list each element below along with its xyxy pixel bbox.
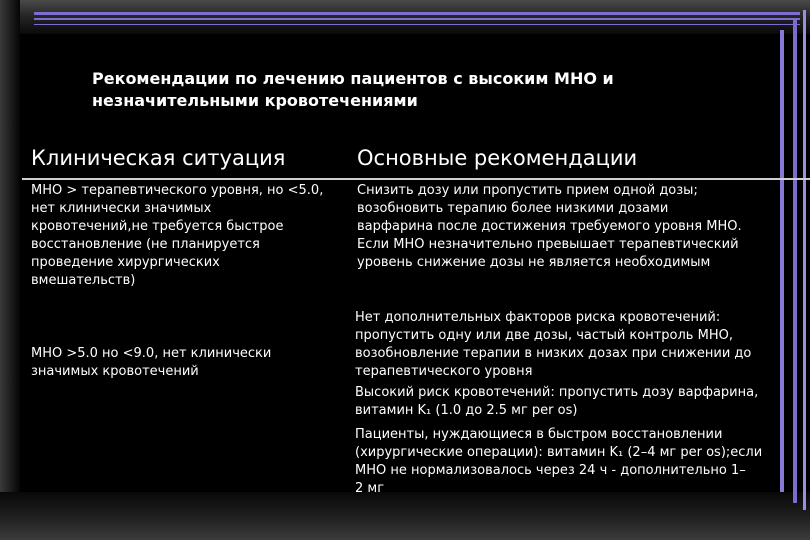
text-line: пропустить одну или две дозы, частый контроль МНО, bbox=[355, 328, 733, 343]
frame-bottom bbox=[0, 492, 810, 540]
header-divider bbox=[22, 178, 810, 180]
decor-line bbox=[34, 18, 800, 20]
decor-bar bbox=[793, 18, 797, 503]
text-line: МНО не нормализовалось через 24 ч - дополнительно 1– bbox=[355, 463, 746, 478]
text-line: (хирургические операции): витамин K₁ (2–4 мг per os);если bbox=[355, 445, 763, 460]
text-line: вмешательств) bbox=[31, 273, 136, 288]
text-line: возобновить терапию более низкими дозами bbox=[357, 201, 669, 216]
text-line: проведение хирургических bbox=[31, 255, 220, 270]
text-line: нет клинически значимых bbox=[31, 201, 212, 216]
text-line: витамин K₁ (1.0 до 2.5 мг per os) bbox=[355, 403, 578, 418]
row2-recommendation-rapid-reversal bbox=[355, 426, 762, 498]
title-line: незначительными кровотечениями bbox=[92, 91, 418, 110]
text-line: восстановление (не планируется bbox=[31, 237, 260, 252]
text-line: терапевтического уровня bbox=[355, 364, 533, 379]
frame-left bbox=[0, 0, 20, 540]
row2-recommendation-low-risk bbox=[355, 309, 751, 381]
decor-line bbox=[34, 24, 800, 25]
text-line: уровень снижение дозы не является необходимым bbox=[357, 255, 711, 270]
decor-bar bbox=[803, 10, 806, 510]
frame-top bbox=[0, 0, 810, 34]
text-line: МНО > терапевтического уровня, но <5.0, bbox=[31, 183, 324, 198]
decor-line bbox=[34, 12, 800, 15]
row1-situation bbox=[31, 182, 323, 290]
title-line: Рекомендации по лечению пациентов с высоким МНО и bbox=[92, 69, 614, 88]
text-line: значимых кровотечений bbox=[31, 364, 199, 379]
row1-recommendation bbox=[357, 182, 742, 272]
text-line: возобновление терапии в низких дозах при снижении до bbox=[355, 346, 752, 361]
decor-bar bbox=[780, 30, 784, 492]
column-header-recommendations: Основные рекомендации bbox=[357, 146, 638, 170]
text-line: Нет дополнительных факторов риска кровотечений: bbox=[355, 310, 721, 325]
column-header-situation: Клиническая ситуация bbox=[31, 146, 286, 170]
text-line: Пациенты, нуждающиеся в быстром восстановлении bbox=[355, 427, 723, 442]
text-line: Если МНО незначительно превышает терапевтический bbox=[357, 237, 739, 252]
text-line: Снизить дозу или пропустить прием одной дозы; bbox=[357, 183, 698, 198]
text-line: МНО >5.0 но <9.0, нет клинически bbox=[31, 346, 272, 361]
text-line: Высокий риск кровотечений: пропустить дозу варфарина, bbox=[355, 385, 759, 400]
text-line: 2 мг bbox=[355, 481, 385, 496]
slide-title bbox=[92, 68, 732, 112]
row2-recommendation-high-risk bbox=[355, 384, 758, 420]
text-line: варфарина после достижения требуемого уровня МНО. bbox=[357, 219, 742, 234]
row2-situation bbox=[31, 345, 271, 381]
text-line: кровотечений,не требуется быстрое bbox=[31, 219, 284, 234]
